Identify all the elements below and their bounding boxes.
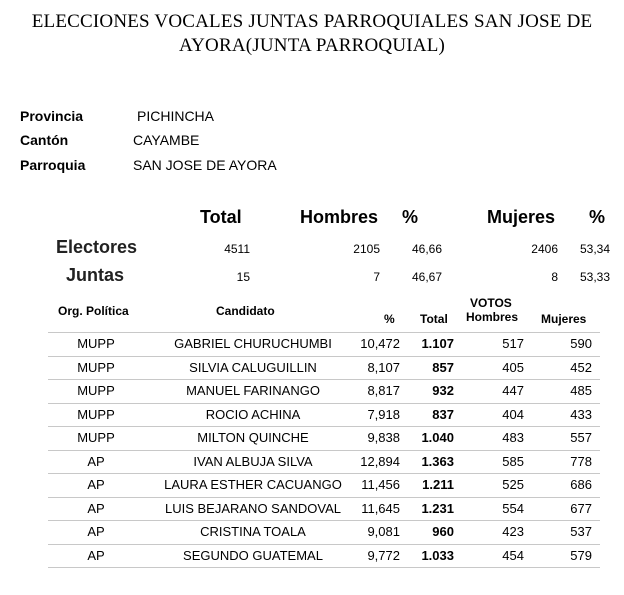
electores-hombres: 2105 (353, 242, 380, 256)
table-row (48, 332, 600, 356)
percent-cell: 12,894 (360, 453, 400, 469)
candidate-name-cell: LAURA ESTHER CACUANGO (164, 477, 342, 492)
votes-mujeres-cell: 485 (570, 383, 592, 398)
percent-cell: 9,772 (367, 547, 400, 563)
document-title (0, 10, 624, 58)
table-row (48, 403, 600, 427)
candidate-name-cell: SEGUNDO GUATEMAL (183, 547, 323, 563)
total-votes-cell: 1.107 (421, 336, 454, 351)
total-votes-cell: 1.033 (421, 547, 454, 563)
candidate-name-cell: IVAN ALBUJA SILVA (193, 453, 313, 469)
table-row (48, 450, 600, 474)
org-cell: AP (87, 477, 105, 492)
org-cell: MUPP (77, 383, 115, 398)
table-row (48, 473, 600, 497)
candidate-name-cell: MANUEL FARINANGO (186, 383, 320, 398)
candidate-name-cell: LUIS BEJARANO SANDOVAL (164, 500, 342, 516)
canton-value: CAYAMBE (133, 132, 200, 148)
juntas-pct-hombres: 46,67 (411, 270, 442, 284)
header-pct: % (384, 312, 395, 326)
juntas-hombres: 7 (373, 270, 380, 284)
header-candidato: Candidato (216, 304, 275, 318)
votes-mujeres-cell: 452 (570, 359, 592, 375)
org-cell: MUPP (77, 336, 115, 351)
org-cell: AP (87, 547, 105, 563)
candidate-name-cell: SILVIA CALUGUILLIN (189, 359, 317, 375)
summary-header-mujeres: Mujeres (487, 207, 556, 227)
table-row (48, 520, 600, 544)
org-cell: AP (87, 524, 105, 539)
juntas-pct-mujeres: 53,33 (579, 270, 610, 284)
votes-hombres-cell: 405 (502, 359, 524, 375)
total-votes-cell: 1.363 (421, 453, 454, 469)
org-cell: MUPP (77, 359, 115, 375)
table-body (48, 332, 600, 568)
table-row (48, 426, 600, 450)
total-votes-cell: 837 (432, 406, 454, 422)
total-votes-cell: 1.040 (421, 430, 454, 445)
electores-pct-hombres: 46,66 (411, 242, 442, 256)
electores-total: 4511 (224, 242, 250, 256)
header-total: Total (420, 312, 448, 326)
org-cell: MUPP (77, 430, 115, 445)
org-cell: AP (87, 500, 105, 516)
votes-hombres-cell: 454 (502, 547, 524, 563)
votes-mujeres-cell: 433 (570, 406, 592, 422)
org-cell: AP (87, 453, 105, 469)
table-header (48, 292, 600, 332)
votes-hombres-cell: 447 (502, 383, 524, 398)
votes-hombres-cell: 404 (502, 406, 524, 422)
table-row (48, 544, 600, 569)
total-votes-cell: 1.211 (422, 477, 454, 492)
juntas-total: 15 (236, 270, 250, 284)
votes-hombres-cell: 517 (502, 336, 524, 351)
percent-cell: 11,645 (361, 500, 400, 516)
header-org-politica: Org. Política (58, 304, 129, 318)
candidate-name-cell: MILTON QUINCHE (197, 430, 309, 445)
votes-mujeres-cell: 686 (570, 477, 592, 492)
total-votes-cell: 960 (432, 524, 454, 539)
electores-label: Electores (56, 237, 138, 257)
org-cell: MUPP (77, 406, 115, 422)
parroquia-value: SAN JOSE DE AYORA (133, 157, 277, 173)
votes-mujeres-cell: 677 (570, 500, 592, 516)
candidate-name-cell: ROCIO ACHINA (205, 406, 301, 422)
votes-hombres-cell: 554 (502, 500, 524, 516)
votes-hombres-cell: 525 (502, 477, 524, 492)
juntas-label: Juntas (66, 265, 125, 285)
percent-cell: 8,817 (367, 383, 400, 398)
title-line-1: ELECCIONES VOCALES JUNTAS PARROQUIALES SAN JOSE DE (31, 11, 593, 32)
percent-cell: 8,107 (367, 359, 400, 375)
percent-cell: 9,081 (367, 524, 400, 539)
title-line-2: AYORA(JUNTA PARROQUIAL) (178, 35, 446, 56)
percent-cell: 7,918 (367, 406, 400, 422)
table-row (48, 356, 600, 380)
table-row (48, 379, 600, 403)
canton-label: Cantón (20, 132, 69, 148)
summary-header-pct-hombres: % (402, 207, 419, 227)
votes-hombres-cell: 423 (502, 524, 524, 539)
total-votes-cell: 932 (432, 383, 454, 398)
total-votes-cell: 857 (432, 359, 454, 375)
total-votes-cell: 1.231 (421, 500, 454, 516)
header-hombres: Hombres (466, 310, 519, 324)
percent-cell: 9,838 (367, 430, 400, 445)
parroquia-label: Parroquia (20, 157, 86, 173)
candidate-name-cell: CRISTINA TOALA (200, 524, 306, 539)
results-table (48, 292, 600, 568)
summary-header-pct-mujeres: % (589, 207, 606, 227)
electores-pct-mujeres: 53,34 (579, 242, 610, 256)
table-row (48, 497, 600, 521)
juntas-mujeres: 8 (551, 270, 558, 284)
electores-mujeres: 2406 (531, 242, 558, 256)
votes-mujeres-cell: 579 (570, 547, 592, 563)
votes-mujeres-cell: 557 (570, 430, 592, 445)
votes-mujeres-cell: 778 (570, 453, 592, 469)
header-votos: VOTOS (470, 296, 512, 310)
votes-mujeres-cell: 537 (570, 524, 592, 539)
candidate-name-cell: GABRIEL CHURUCHUMBI (174, 336, 332, 351)
votes-hombres-cell: 483 (502, 430, 524, 445)
provincia-label: Provincia (20, 108, 84, 124)
header-mujeres: Mujeres (541, 312, 587, 326)
summary-header-hombres: Hombres (300, 207, 379, 227)
percent-cell: 11,456 (361, 477, 400, 492)
votes-hombres-cell: 585 (502, 453, 524, 469)
votes-mujeres-cell: 590 (570, 336, 592, 351)
provincia-value: PICHINCHA (137, 108, 215, 124)
percent-cell: 10,472 (360, 336, 400, 351)
summary-header-total: Total (200, 207, 242, 227)
